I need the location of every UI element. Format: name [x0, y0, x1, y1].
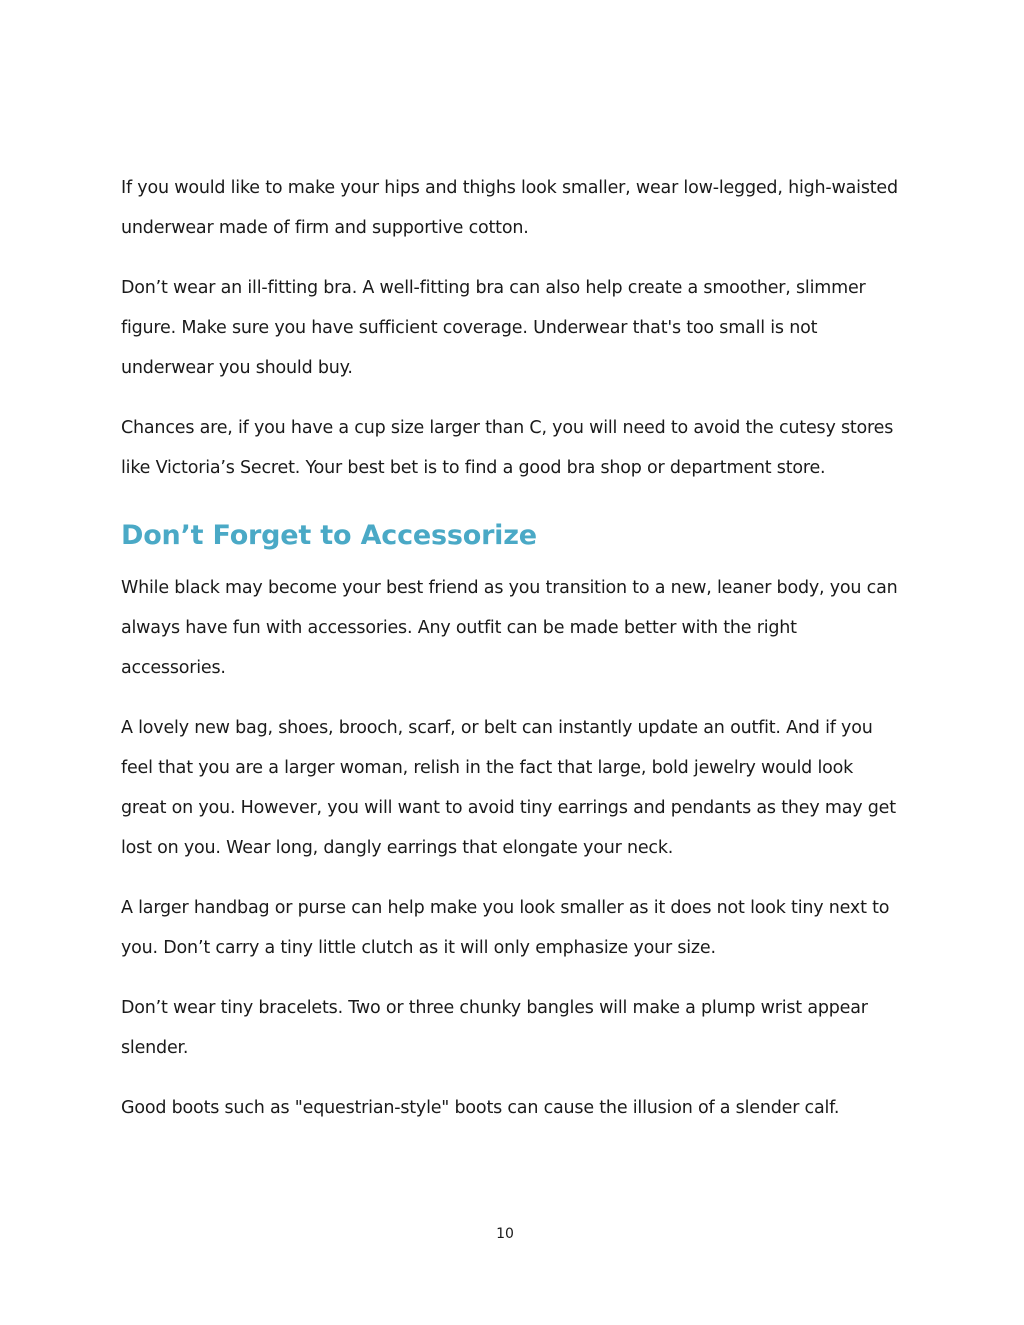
page-number: 10 [496, 1226, 514, 1242]
page-content [121, 168, 901, 1148]
paragraph-underwear: If you would like to make your hips and thighs look smaller, wear low-legged, high-waisted underwear made of firm and supportive cotton. [121, 178, 898, 238]
paragraph-accessories-intro: While black may become your best friend as you transition to a new, leaner body, you can always have fun with accessories. Any outfit can be made better with the right accessories. [121, 578, 898, 678]
paragraph-bracelets: Don’t wear tiny bracelets. Two or three chunky bangles will make a plump wrist appear slender. [121, 998, 868, 1058]
paragraph-cup-size: Chances are, if you have a cup size larger than C, you will need to avoid the cutesy stores like Victoria’s Secret. Your best bet is to find a good bra shop or department store. [121, 418, 894, 478]
section-heading: Don’t Forget to Accessorize [121, 520, 537, 551]
paragraph-jewelry: A lovely new bag, shoes, brooch, scarf, or belt can instantly update an outfit. And if you feel that you are a larger woman, relish in the fact that large, bold jewelry would look great on you. However, you will want to avoid tiny earrings and pendants as they may get lost on you. Wear long, dangly earrings that elongate your neck. [121, 718, 896, 858]
paragraph-bra-fit: Don’t wear an ill-fitting bra. A well-fitting bra can also help create a smoother, slimmer figure. Make sure you have sufficient coverage. Underwear that's too small is not underwear you should buy. [121, 278, 866, 378]
paragraph-boots: Good boots such as "equestrian-style" boots can cause the illusion of a slender calf. [121, 1098, 840, 1118]
paragraph-handbag: A larger handbag or purse can help make you look smaller as it does not look tiny next to you. Don’t carry a tiny little clutch as it will only emphasize your size. [121, 898, 890, 958]
